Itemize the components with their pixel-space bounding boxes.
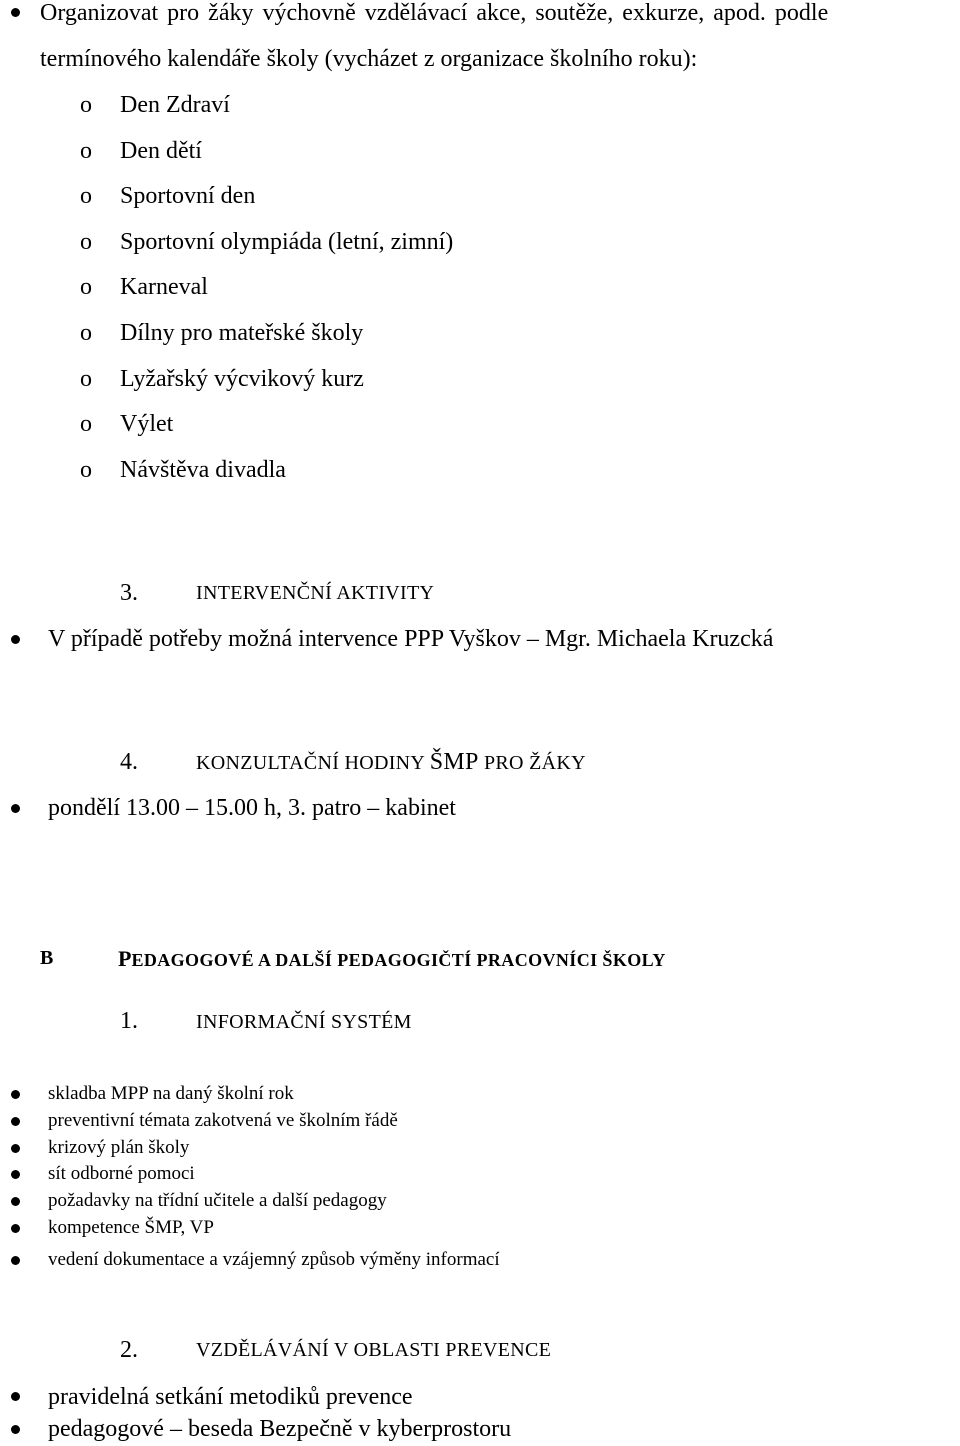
- part-b-title-first: P: [118, 946, 132, 971]
- bullet-icon: [11, 1197, 20, 1206]
- section-4-number: 4.: [120, 749, 138, 775]
- list-item: krizový plán školy: [48, 1137, 190, 1158]
- sub-bullet-marker: o: [80, 411, 92, 437]
- event-item: Den dětí: [120, 138, 202, 164]
- section-4-title: [196, 750, 586, 774]
- event-item: Lyžařský výcvikový kurz: [120, 366, 364, 392]
- list-item: sít odborné pomoci: [48, 1163, 195, 1184]
- sub-bullet-marker: o: [80, 457, 92, 483]
- event-item: Den Zdraví: [120, 92, 230, 118]
- sub-bullet-marker: o: [80, 229, 92, 255]
- list-item: pedagogové – beseda Bezpečně v kyberprostoru: [48, 1416, 512, 1442]
- sub-bullet-marker: o: [80, 366, 92, 392]
- sub-bullet-marker: o: [80, 320, 92, 346]
- section-2-number: 2.: [120, 1337, 138, 1363]
- section-4-title-post: PRO ŽÁKY: [483, 752, 586, 774]
- bullet-icon: [11, 1256, 20, 1265]
- section-3-item: V případě potřeby možná intervence PPP Vyškov – Mgr. Michaela Kruzcká: [48, 626, 774, 652]
- bullet-icon: [11, 1117, 20, 1126]
- event-item: Karneval: [120, 274, 208, 300]
- bullet-icon: [11, 1224, 20, 1233]
- part-b-title-rest: EDAGOGOVÉ A DALŠÍ PEDAGOGIČTÍ PRACOVNÍCI ŠKOLY: [131, 950, 666, 970]
- section-4-title-pre: KONZULTAČNÍ HODINY: [196, 752, 425, 774]
- part-b-letter: B: [40, 947, 54, 969]
- event-item: Návštěva divadla: [120, 457, 286, 483]
- section-3-number: 3.: [120, 580, 138, 606]
- event-item: Výlet: [120, 411, 174, 437]
- event-item: Sportovní olympiáda (letní, zimní): [120, 229, 454, 255]
- list-item: preventivní témata zakotvená ve školním řádě: [48, 1110, 398, 1131]
- event-item: Dílny pro mateřské školy: [120, 320, 364, 346]
- bullet-icon: [11, 1425, 20, 1434]
- section-1-number: 1.: [120, 1008, 138, 1034]
- bullet-icon: [11, 1392, 20, 1401]
- section-2-title: VZDĚLÁVÁNÍ V OBLASTI PREVENCE: [196, 1339, 552, 1361]
- bullet-icon: [11, 8, 20, 17]
- sub-bullet-marker: o: [80, 138, 92, 164]
- list-item: vedení dokumentace a vzájemný způsob výměny informací: [48, 1249, 500, 1270]
- part-b-title: [118, 948, 666, 970]
- intro-line-2: termínového kalendáře školy (vycházet z organizace školního roku):: [40, 46, 698, 72]
- event-item: Sportovní den: [120, 183, 256, 209]
- section-4-title-mid: ŠMP: [429, 749, 479, 775]
- bullet-icon: [11, 635, 20, 644]
- bullet-icon: [11, 1144, 20, 1153]
- section-3-title: INTERVENČNÍ AKTIVITY: [196, 582, 435, 604]
- section-1-title: INFORMAČNÍ SYSTÉM: [196, 1011, 412, 1033]
- bullet-icon: [11, 1170, 20, 1179]
- intro-line-1: Organizovat pro žáky výchovně vzdělávací akce, soutěže, exkurze, apod. podle: [40, 0, 829, 26]
- sub-bullet-marker: o: [80, 274, 92, 300]
- bullet-icon: [11, 1090, 20, 1099]
- list-item: kompetence ŠMP, VP: [48, 1217, 214, 1238]
- sub-bullet-marker: o: [80, 92, 92, 118]
- section-4-item: pondělí 13.00 – 15.00 h, 3. patro – kabinet: [48, 795, 456, 821]
- bullet-icon: [11, 804, 20, 813]
- list-item: požadavky na třídní učitele a další pedagogy: [48, 1190, 387, 1211]
- sub-bullet-marker: o: [80, 183, 92, 209]
- list-item: skladba MPP na daný školní rok: [48, 1083, 294, 1104]
- list-item: pravidelná setkání metodiků prevence: [48, 1384, 413, 1410]
